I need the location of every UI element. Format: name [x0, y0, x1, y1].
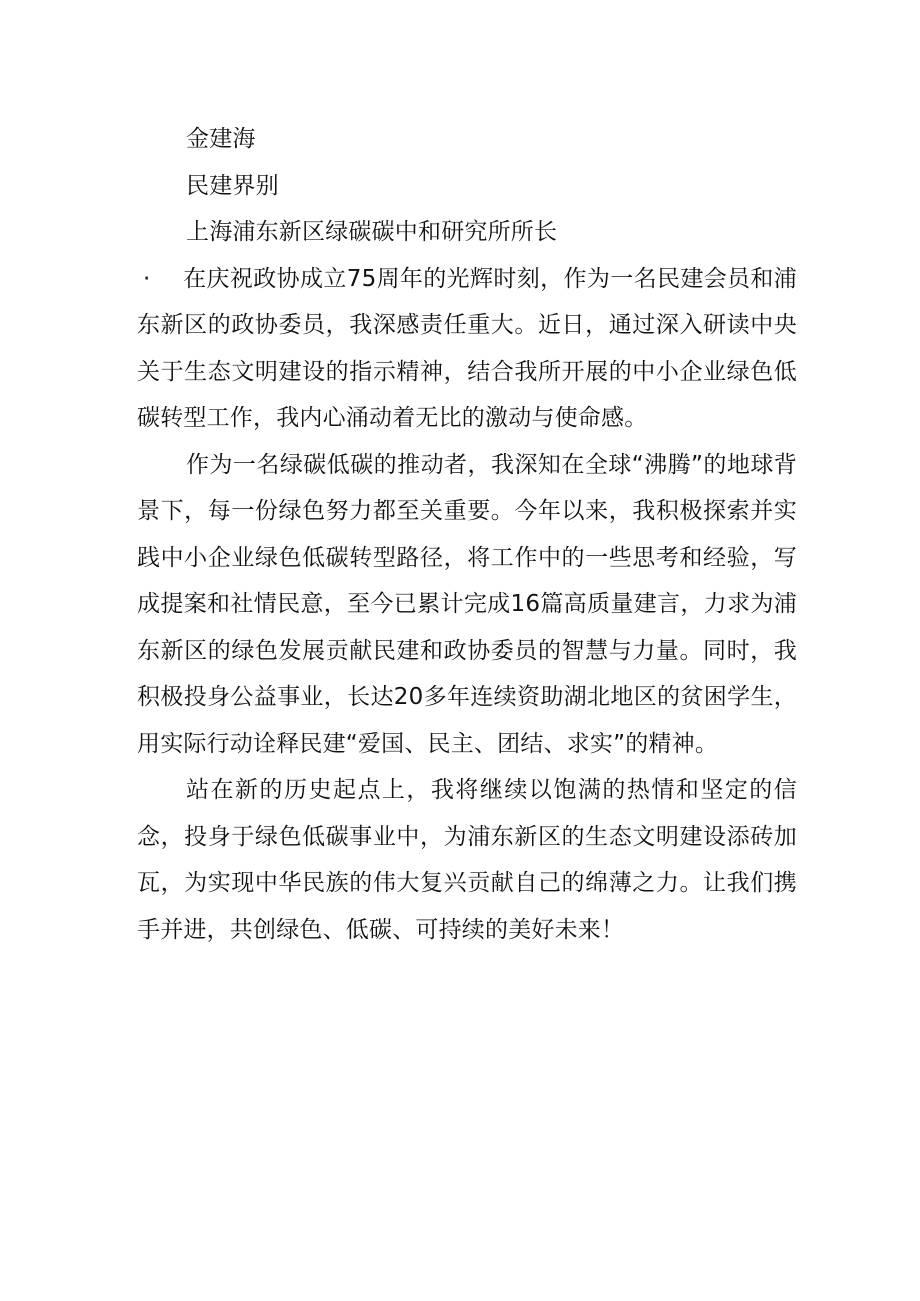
paragraph-1 — [137, 256, 797, 442]
paragraph-2: 作为一名绿碳低碳的推动者，我深知在全球“沸腾”的地球背景下，每一份绿色努力都至关重要。今年以来，我积极探索并实践中小企业绿色低碳转型路径，将工作中的一些思考和经验，写成提案和社情民意，至今已累计完成16篇高质量建言，力求为浦东新区的绿色发展贡献民建和政协委员的智慧与力量。同时，我积极投身公益事业，长达20多年连续资助湖北地区的贫困学生，用实际行动诠释民建“爱国、民主、团结、求实”的精神。 — [137, 451, 797, 757]
author-name: 金建海 — [186, 126, 256, 152]
paragraph-3: 站在新的历史起点上，我将继续以饱满的热情和坚定的信念，投身于绿色低碳事业中，为浦东新区的生态文明建设添砖加瓦，为实现中华民族的伟大复兴贡献自己的绵薄之力。让我们携手并进，共创绿色、低碳、可持续的美好未来！ — [137, 777, 797, 943]
author-affiliation: 民建界别 — [186, 172, 279, 199]
article-body — [137, 116, 797, 953]
paragraph-1-text: 在庆祝政协成立75周年的光辉时刻，作为一名民建会员和浦东新区的政协委员，我深感责任重大。近日，通过深入研读中央关于生态文明建设的指示精神，结合我所开展的中小企业绿色低碳转型工作，我内心涌动着无比的激动与使命感。 — [137, 265, 797, 431]
author-title: 上海浦东新区绿碳碳中和研究所所长 — [186, 219, 558, 245]
bullet-mark: · — [143, 265, 151, 292]
